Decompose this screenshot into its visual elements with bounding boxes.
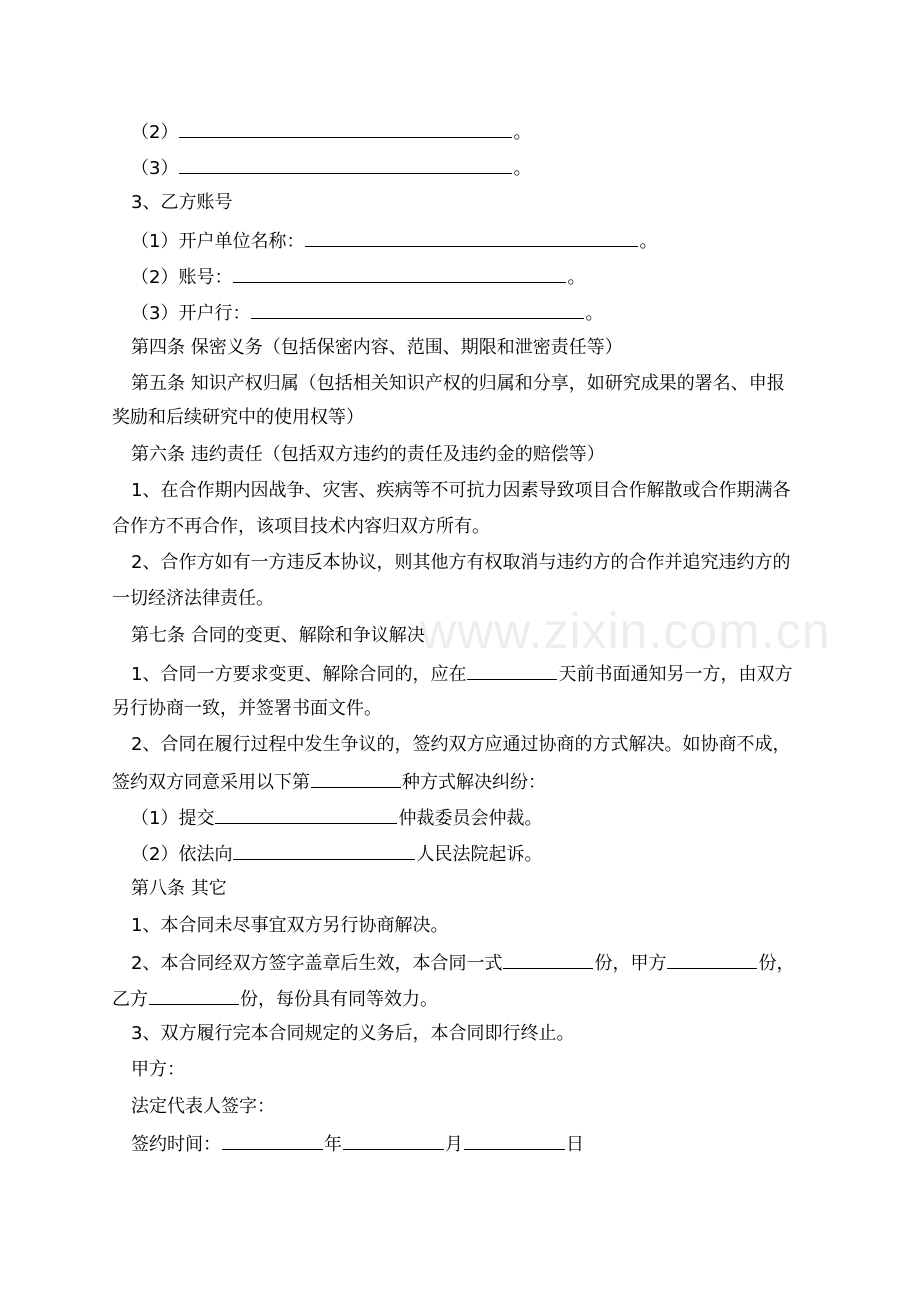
paragraph-line: 签约双方同意采用以下第 种方式解决纠纷： [112,769,546,795]
blank-field [222,1131,323,1150]
blank-field [233,841,415,860]
blank-field [311,769,401,788]
article-heading: 第四条 保密义务（包括保密内容、范围、期限和泄密责任等） [131,337,623,358]
paragraph-line: 另行协商一致，并签署书面文件。 [112,698,382,719]
blank-field [343,1131,444,1150]
paragraph-line: 2、合作方如有一方违反本协议，则其他方有权取消与违约方的合作并追究违约方的 [131,552,791,573]
paragraph-line: 乙方 份，每份具有同等效力。 [112,986,438,1012]
blank-field [503,950,593,969]
clause-line: （2） 。 [131,119,531,145]
paragraph-line: 3、双方履行完本合同规定的义务后，本合同即行终止。 [131,1023,575,1044]
article-heading: 第六条 违约责任（包括双方违约的责任及违约金的赔偿等） [131,444,605,465]
paragraph-line: 奖励和后续研究中的使用权等） [112,407,364,428]
signing-date-line: 签约时间： 年 月 日 [131,1131,584,1157]
paragraph-line: 一切经济法律责任。 [112,588,274,609]
signature-label: 法定代表人签字： [131,1096,275,1117]
blank-field [215,805,397,824]
blank-field [179,119,512,138]
paragraph-line: 2、本合同经双方签字盖章后生效，本合同一式 份，甲方 份， [131,950,794,976]
paragraph-line: 1、在合作期内因战争、灾害、疾病等不可抗力因素导致项目合作解散或合作期满各 [131,480,791,501]
blank-field [179,155,512,174]
clause-line: （2）依法向 人民法院起诉。 [131,841,542,867]
blank-field [251,300,584,319]
blank-field [305,228,638,247]
clause-line: （3）开户行： 。 [131,300,603,326]
blank-field [233,264,566,283]
article-heading: 第八条 其它 [131,878,227,899]
section-heading: 3、乙方账号 [131,192,233,213]
article-heading: 第七条 合同的变更、解除和争议解决 [131,625,425,646]
clause-line: （1）开户单位名称： 。 [131,228,657,254]
paragraph-line: 1、合同一方要求变更、解除合同的，应在 天前书面通知另一方，由双方 [131,661,792,687]
paragraph-line: 合作方不再合作，该项目技术内容归双方所有。 [112,516,490,537]
article-heading: 第五条 知识产权归属（包括相关知识产权的归属和分享，如研究成果的署名、申报 [131,373,785,394]
clause-line: （1）提交 仲裁委员会仲裁。 [131,805,542,831]
blank-field [467,661,557,680]
paragraph-line: 2、合同在履行过程中发生争议的，签约双方应通过协商的方式解决。如协商不成， [131,734,791,755]
blank-field [464,1131,565,1150]
watermark: www.zixin.com.cn [420,603,831,659]
paragraph-line: 1、本合同未尽事宜双方另行协商解决。 [131,915,449,936]
clause-line: （3） 。 [131,155,531,181]
blank-field [149,986,239,1005]
clause-line: （2）账号： 。 [131,264,585,290]
signature-label: 甲方： [131,1059,185,1080]
blank-field [667,950,757,969]
